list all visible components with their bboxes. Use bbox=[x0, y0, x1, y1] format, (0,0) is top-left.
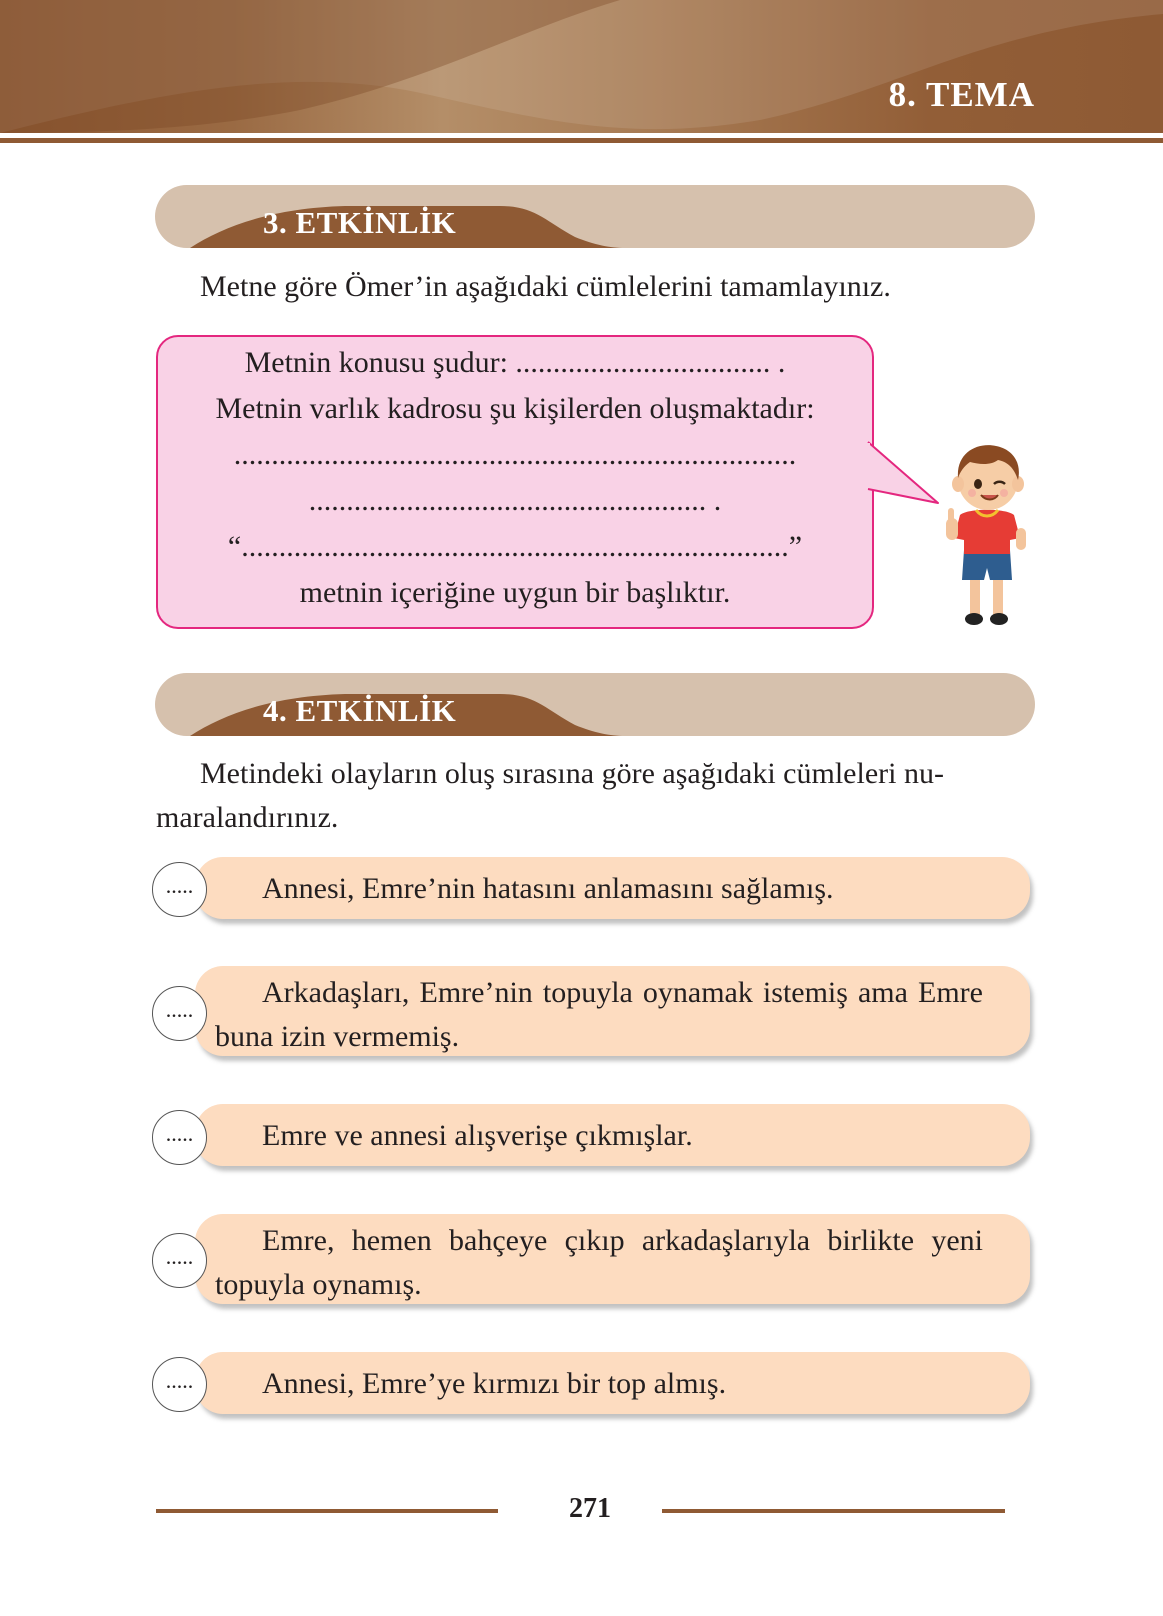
section3-banner bbox=[155, 185, 1035, 248]
event-item-text: Annesi, Emre’ye kırmızı bir top almış. bbox=[262, 1367, 727, 1400]
order-number-input[interactable]: ..... bbox=[152, 862, 207, 917]
page-number: 271 bbox=[569, 1493, 611, 1524]
section3-title: 3. ETKİNLİK bbox=[263, 205, 457, 240]
order-number-input[interactable]: ..... bbox=[152, 1110, 207, 1165]
footer-line-right bbox=[662, 1509, 1005, 1513]
event-item-text: Arkadaşları, Emre’nin topuyla oynamak istemiş ama Emre buna izin vermemiş. bbox=[215, 976, 983, 1053]
boy-illustration bbox=[938, 440, 1038, 635]
speech-bubble-tail bbox=[866, 440, 946, 510]
bubble-line: ..................................................... . bbox=[308, 484, 722, 517]
order-number-input[interactable]: ..... bbox=[152, 1233, 207, 1288]
bubble-line: metnin içeriğine uygun bir başlıktır. bbox=[299, 576, 731, 609]
section4-instruction-line2: maralandırınız. bbox=[156, 801, 339, 834]
section4-instruction-line1: Metindeki olayların oluş sırasına göre aşağıdaki cümleleri nu- bbox=[200, 757, 944, 790]
bubble-line: ........................................................................... bbox=[233, 438, 797, 471]
section4-banner bbox=[155, 673, 1035, 736]
bubble-line: “.........................................................................” bbox=[227, 530, 803, 563]
order-number-input[interactable]: ..... bbox=[152, 986, 207, 1041]
section3-instruction: Metne göre Ömer’in aşağıdaki cümlelerini tamamlayınız. bbox=[200, 270, 891, 303]
bubble-line: Metnin varlık kadrosu şu kişilerden oluşmaktadır: bbox=[215, 392, 815, 425]
header-banner bbox=[0, 0, 1163, 133]
section4-title: 4. ETKİNLİK bbox=[263, 693, 457, 728]
event-item-text: Emre ve annesi alışverişe çıkmışlar. bbox=[262, 1119, 693, 1152]
event-item-text: Emre, hemen bahçeye çıkıp arkadaşlarıyla birlikte yeni topuyla oynamış. bbox=[215, 1224, 983, 1301]
footer-line-left bbox=[156, 1509, 498, 1513]
theme-title: 8. TEMA bbox=[888, 75, 1035, 114]
event-item-text: Annesi, Emre’nin hatasını anlamasını sağlamış. bbox=[262, 872, 834, 905]
bubble-text bbox=[156, 340, 874, 616]
header-divider bbox=[0, 138, 1163, 143]
bubble-line: Metnin konusu şudur: .................................. . bbox=[244, 346, 786, 379]
order-number-input[interactable]: ..... bbox=[152, 1357, 207, 1412]
